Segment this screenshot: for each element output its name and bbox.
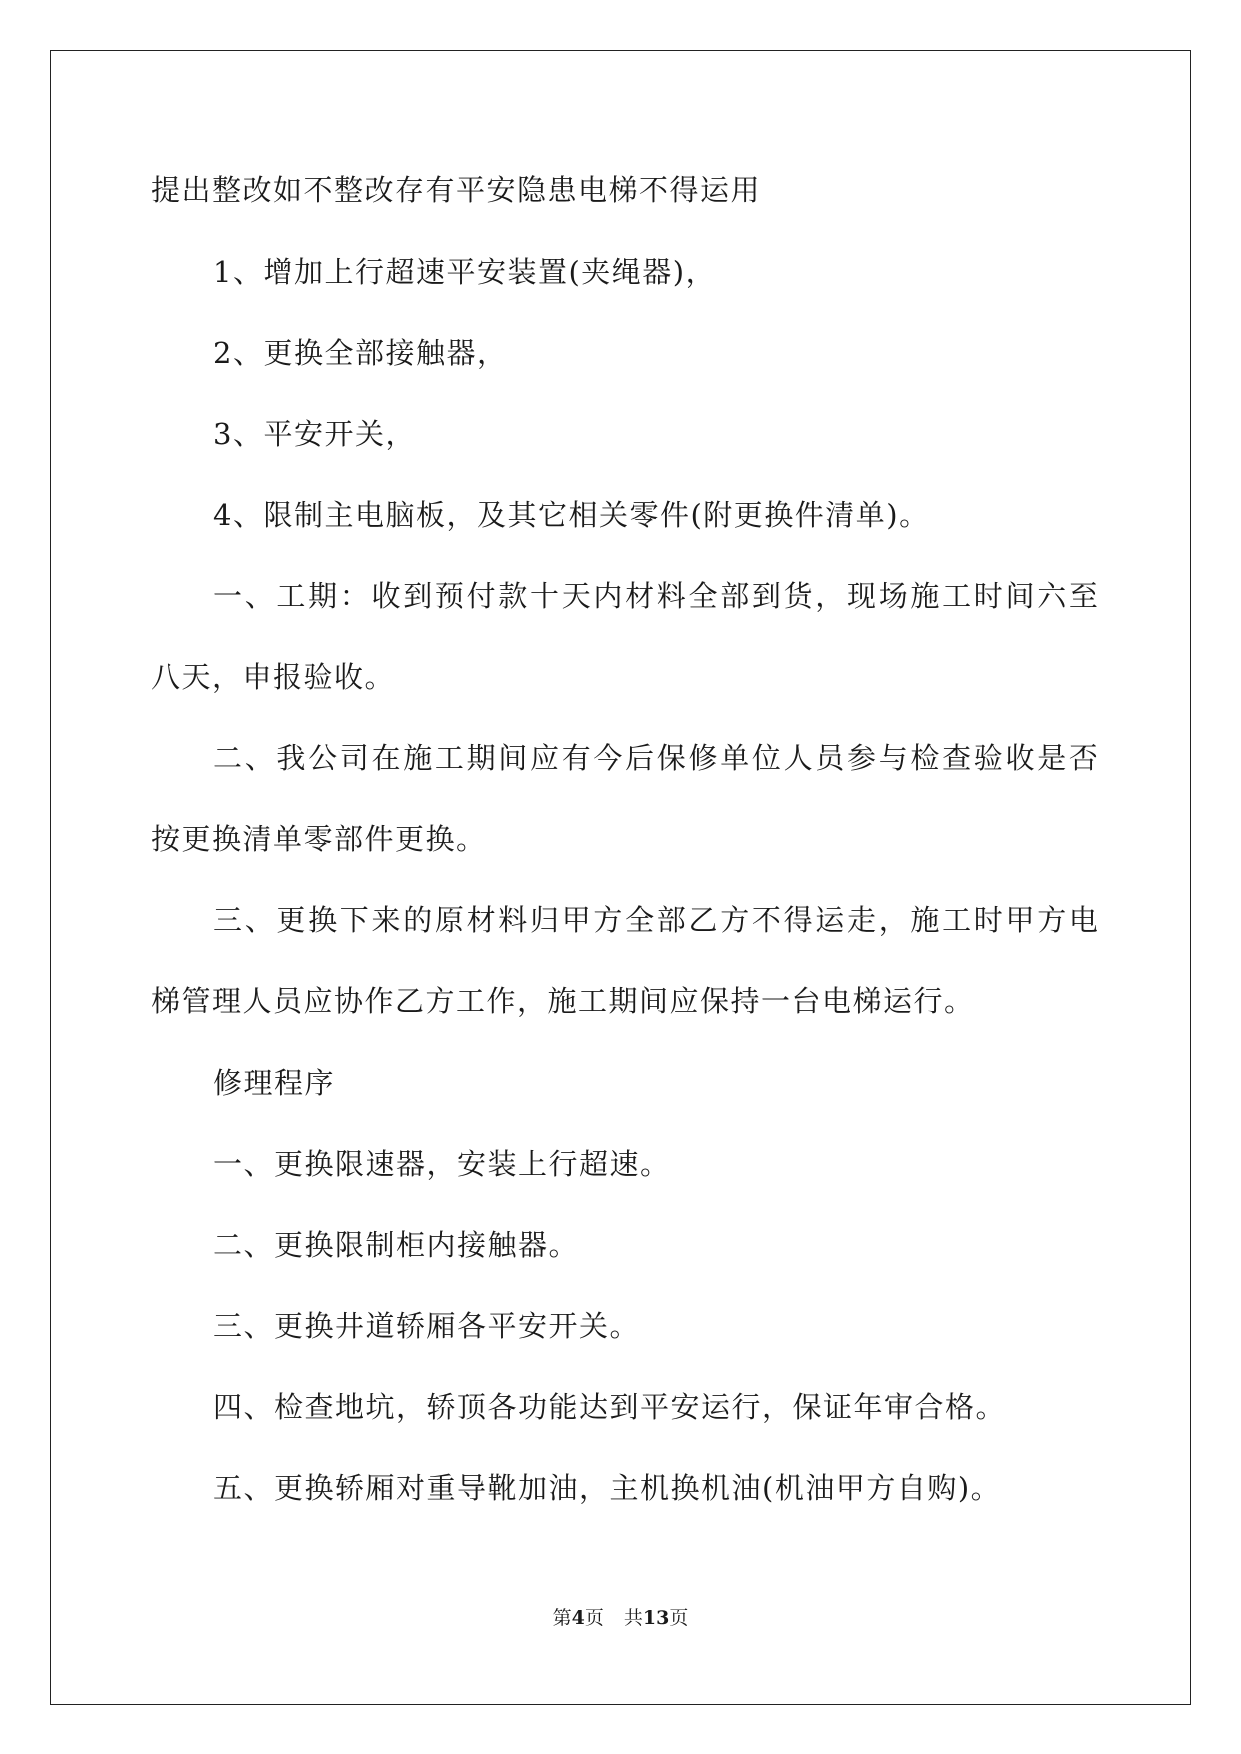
paragraph-line: 梯管理人员应协作乙方工作，施工期间应保持一台电梯运行。 xyxy=(151,984,975,1018)
procedure-step: 二、更换限制柜内接触器。 xyxy=(213,1228,580,1262)
page-current-number: 4 xyxy=(571,1607,585,1629)
list-item: 4、限制主电脑板，及其它相关零件(附更换件清单)。 xyxy=(213,498,930,532)
list-item: 2、更换全部接触器， xyxy=(213,336,508,370)
procedure-step: 五、更换轿厢对重导靴加油，主机换机油(机油甲方自购)。 xyxy=(213,1471,1002,1505)
section-heading: 修理程序 xyxy=(213,1066,336,1100)
paragraph-line: 八天，申报验收。 xyxy=(151,660,396,694)
list-item: 3、平安开关， xyxy=(213,417,416,451)
page-prefix: 第 xyxy=(552,1607,572,1629)
page-footer xyxy=(0,1603,1241,1630)
paragraph-line: 二、我公司在施工期间应有今后保修单位人员参与检查验收是否 xyxy=(213,741,1101,775)
text-line: 提出整改如不整改存有平安隐患电梯不得运用 xyxy=(151,173,762,207)
paragraph-line: 按更换清单零部件更换。 xyxy=(151,822,487,856)
list-item: 1、增加上行超速平安装置(夹绳器)， xyxy=(213,255,717,289)
procedure-step: 一、更换限速器，安装上行超速。 xyxy=(213,1147,671,1181)
procedure-step: 四、检查地坑，轿顶各功能达到平安运行，保证年审合格。 xyxy=(213,1390,1007,1424)
total-unit: 页 xyxy=(669,1607,689,1629)
page-total-number: 13 xyxy=(642,1607,670,1629)
paragraph-line: 一、工期：收到预付款十天内材料全部到货，现场施工时间六至 xyxy=(213,579,1101,613)
paragraph-line: 三、更换下来的原材料归甲方全部乙方不得运走，施工时甲方电 xyxy=(213,903,1101,937)
page-unit: 页 xyxy=(584,1607,604,1629)
procedure-step: 三、更换井道轿厢各平安开关。 xyxy=(213,1309,641,1343)
total-prefix: 共 xyxy=(623,1607,643,1629)
